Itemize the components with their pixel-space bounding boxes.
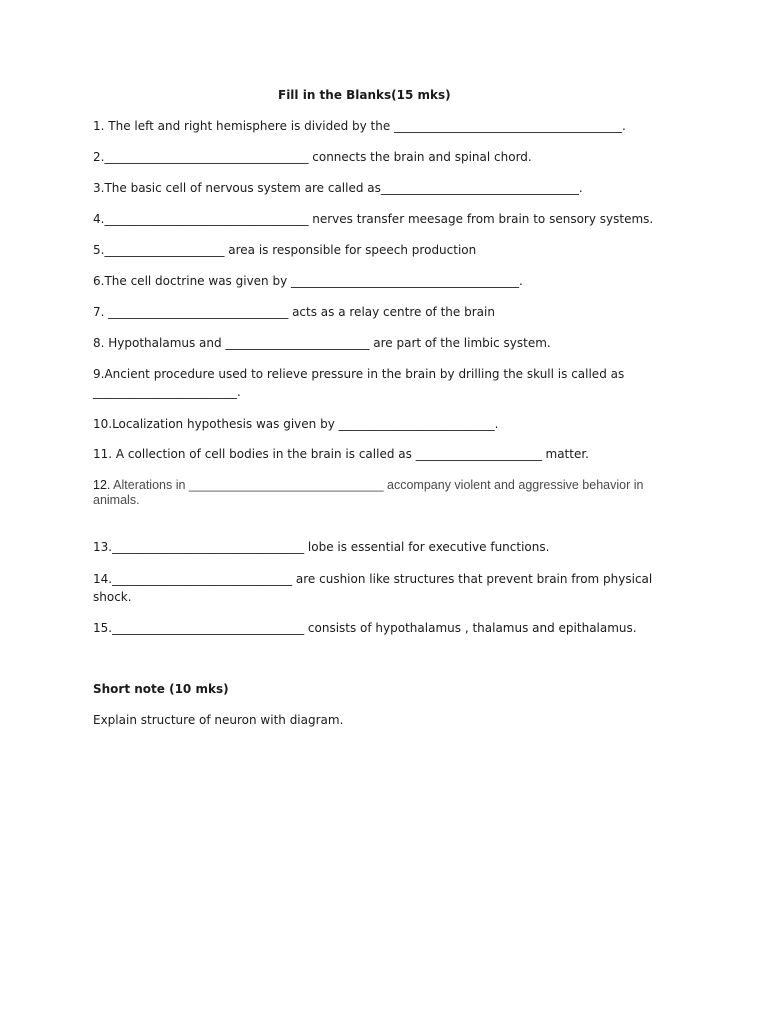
question-10: 10.Localization hypothesis was given by __________________________. <box>93 417 499 431</box>
short-note-question: Explain structure of neuron with diagram. <box>93 713 344 727</box>
question-2: 2.__________________________________ connects the brain and spinal chord. <box>93 150 532 164</box>
question-13: 13.________________________________ lobe is essential for executive functions. <box>93 540 550 554</box>
question-1: 1. The left and right hemisphere is divided by the ______________________________________. <box>93 119 626 133</box>
question-8: 8. Hypothalamus and ________________________ are part of the limbic system. <box>93 336 551 350</box>
question-12-text: Alterations in ____________________________ accompany violent and aggressive behavior in animals. <box>93 478 644 507</box>
question-15: 15.________________________________ consists of hypothalamus , thalamus and epithalamus. <box>93 621 637 635</box>
question-3: 3.The basic cell of nervous system are called as_________________________________. <box>93 181 583 195</box>
page-title: Fill in the Blanks(15 mks) <box>278 88 451 102</box>
question-6: 6.The cell doctrine was given by ______________________________________. <box>93 274 523 288</box>
question-12 <box>93 478 663 508</box>
question-4: 4.__________________________________ nerves transfer meesage from brain to sensory systems. <box>93 212 654 226</box>
question-9: 9.Ancient procedure used to relieve pressure in the brain by drilling the skull is called as ________________________. <box>93 367 625 399</box>
question-11: 11. A collection of cell bodies in the brain is called as _____________________ matter. <box>93 447 589 461</box>
question-12-number: 12. <box>93 478 111 492</box>
question-5: 5.____________________ area is responsible for speech production <box>93 243 477 257</box>
question-7: 7. ______________________________ acts as a relay centre of the brain <box>93 305 495 319</box>
short-note-title: Short note (10 mks) <box>93 682 229 696</box>
question-14: 14.______________________________ are cushion like structures that prevent brain from physical shock. <box>93 572 653 604</box>
